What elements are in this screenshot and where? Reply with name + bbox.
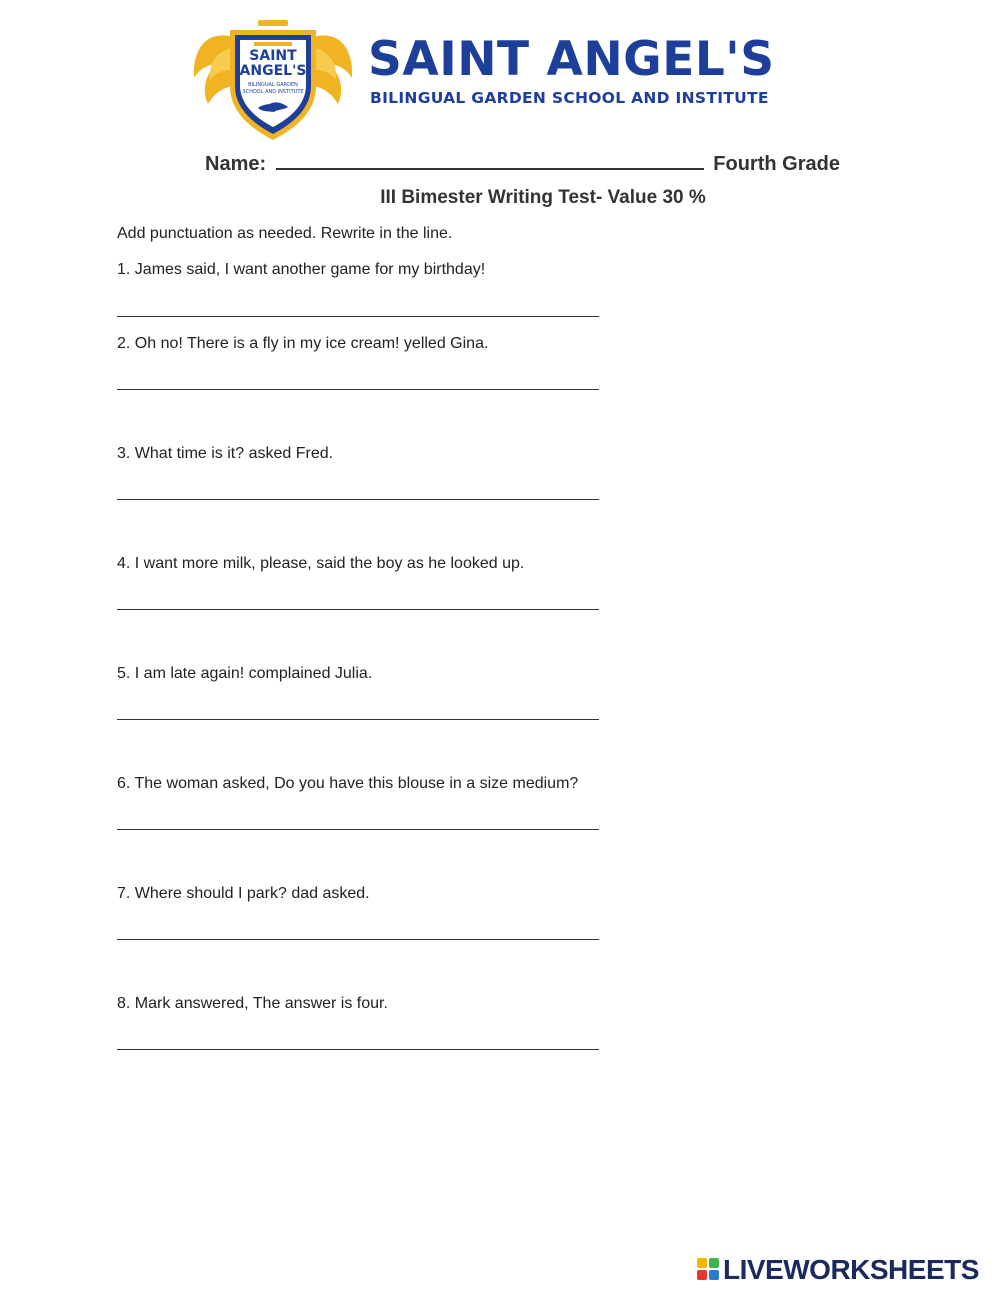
- question-6: 6. The woman asked, Do you have this blouse in a size medium?: [117, 775, 579, 792]
- emblem-text-2: ANGEL'S: [239, 63, 307, 79]
- question-1: 1. James said, I want another game for my birthday!: [117, 261, 486, 278]
- question-5: 5. I am late again! complained Julia.: [117, 665, 373, 682]
- answer-line-4: [117, 609, 599, 610]
- name-row: [205, 150, 840, 176]
- grade-label: Fourth Grade: [713, 153, 840, 175]
- question-3: 3. What time is it? asked Fred.: [117, 445, 334, 462]
- name-blank-line: [276, 150, 704, 170]
- school-name: SAINT ANGEL'S: [368, 32, 775, 87]
- answer-line-8: [117, 1049, 599, 1050]
- emblem-text-3: BILINGUAL GARDEN: [248, 82, 298, 88]
- answer-line-6: [117, 829, 599, 830]
- liveworksheets-brand: LIVEWORKSHEETS: [723, 1254, 979, 1285]
- answer-line-5: [117, 719, 599, 720]
- instructions: Add punctuation as needed. Rewrite in the line.: [117, 225, 453, 242]
- emblem-text-1: SAINT: [249, 48, 297, 64]
- answer-line-2: [117, 389, 599, 390]
- answer-line-3: [117, 499, 599, 500]
- answer-line-7: [117, 939, 599, 940]
- question-2: 2. Oh no! There is a fly in my ice cream! yelled Gina.: [117, 335, 489, 352]
- name-label: Name:: [205, 153, 267, 175]
- school-subtitle: BILINGUAL GARDEN SCHOOL AND INSTITUTE: [370, 89, 769, 107]
- emblem-text-4: SCHOOL AND INSTITUTE: [242, 89, 304, 95]
- question-4: 4. I want more milk, please, said the boy as he looked up.: [117, 555, 525, 572]
- school-wordmark: [368, 32, 775, 108]
- answer-line-1: [117, 316, 599, 317]
- question-8: 8. Mark answered, The answer is four.: [117, 995, 388, 1012]
- test-title: III Bimester Writing Test- Value 30 %: [380, 187, 706, 208]
- liveworksheets-blocks-icon: [697, 1258, 721, 1282]
- school-logo-emblem: [188, 8, 358, 144]
- question-7: 7. Where should I park? dad asked.: [117, 885, 370, 902]
